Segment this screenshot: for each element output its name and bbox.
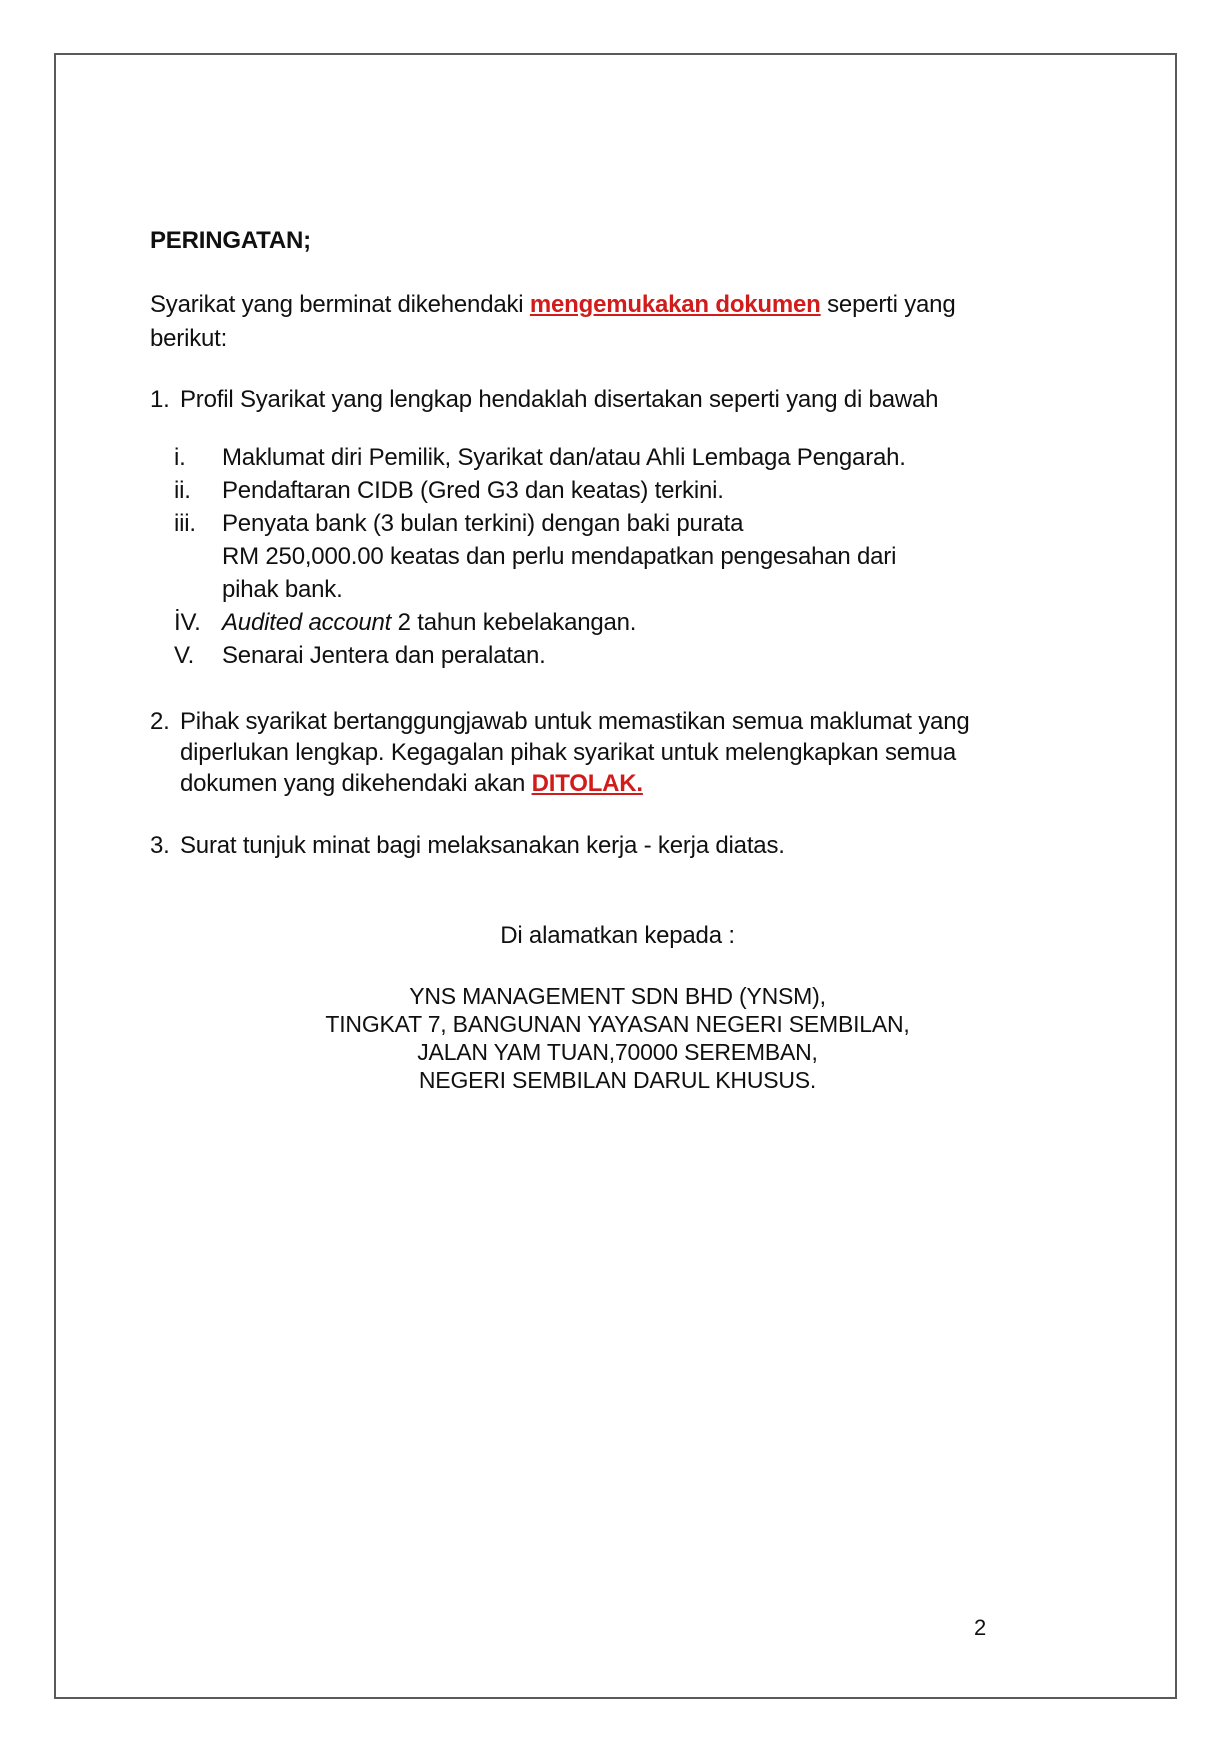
highlight-mengemukakan-dokumen: mengemukakan dokumen	[529, 291, 821, 318]
roman-item-text	[222, 606, 636, 639]
item-text: Surat tunjuk minat bagi melaksanakan kerja - kerja diatas.	[180, 832, 785, 859]
roman-item-iv	[150, 606, 906, 639]
address-line-4: NEGERI SEMBILAN DARUL KHUSUS.	[418, 1067, 817, 1093]
roman-marker: İV.	[174, 609, 201, 636]
address-block	[56, 982, 1179, 1094]
intro-text-after: seperti yang	[820, 291, 956, 318]
intro-text-before: Syarikat yang berminat dikehendaki	[150, 291, 530, 318]
roman-item-ii	[150, 474, 906, 507]
item-number: 1.	[150, 386, 170, 413]
roman-item-text-line3: pihak bank.	[222, 576, 343, 603]
numbered-item-1	[150, 383, 938, 417]
address-line-2: TINGKAT 7, BANGUNAN YAYASAN NEGERI SEMBILAN,	[325, 1011, 910, 1037]
roman-marker: ii.	[174, 477, 191, 504]
numbered-item-3	[150, 829, 785, 863]
roman-item-text: Senarai Jentera dan peralatan.	[222, 642, 546, 669]
address-line-1: YNS MANAGEMENT SDN BHD (YNSM),	[409, 983, 826, 1009]
page-number: 2	[973, 1615, 987, 1640]
roman-item-v	[150, 639, 906, 672]
audited-account-italic: Audited account	[222, 609, 392, 636]
item-text: Profil Syarikat yang lengkap hendaklah disertakan seperti yang di bawah	[180, 386, 939, 413]
roman-item-i	[150, 441, 906, 474]
roman-item-text-line2: RM 250,000.00 keatas dan perlu mendapatkan pengesahan dari	[222, 543, 897, 570]
item2-line2: diperlukan lengkap. Kegagalan pihak syarikat untuk melengkapkan semua	[180, 739, 957, 766]
item2-line3	[180, 768, 970, 799]
intro-text-line2: berikut:	[150, 325, 228, 352]
roman-item-text-rest: 2 tahun kebelakangan.	[391, 609, 637, 636]
roman-item-text: Pendaftaran CIDB (Gred G3 dan keatas) terkini.	[222, 477, 724, 504]
address-line-3: JALAN YAM TUAN,70000 SEREMBAN,	[417, 1039, 818, 1065]
address-intro: Di alamatkan kepada :	[500, 922, 735, 949]
intro-paragraph	[150, 288, 955, 356]
roman-item-text-line1: Penyata bank (3 bulan terkini) dengan baki purata	[222, 510, 744, 537]
item-number: 3.	[150, 832, 170, 859]
item2-line1: Pihak syarikat bertanggungjawab untuk memastikan semua maklumat yang	[180, 708, 970, 735]
item2-line3-before: dokumen yang dikehendaki akan	[180, 770, 532, 797]
heading-peringatan: PERINGATAN;	[150, 227, 311, 254]
item-text	[180, 706, 970, 799]
roman-item-text: Maklumat diri Pemilik, Syarikat dan/atau Ahli Lembaga Pengarah.	[222, 444, 906, 471]
highlight-ditolak: DITOLAK.	[531, 770, 643, 797]
roman-marker: V.	[174, 642, 195, 669]
numbered-item-2	[150, 706, 970, 799]
item-number: 2.	[150, 708, 170, 735]
roman-sublist	[150, 441, 906, 672]
roman-marker: i.	[174, 444, 186, 471]
roman-item-text	[222, 507, 896, 606]
roman-item-iii	[150, 507, 906, 606]
roman-marker: iii.	[174, 510, 196, 537]
